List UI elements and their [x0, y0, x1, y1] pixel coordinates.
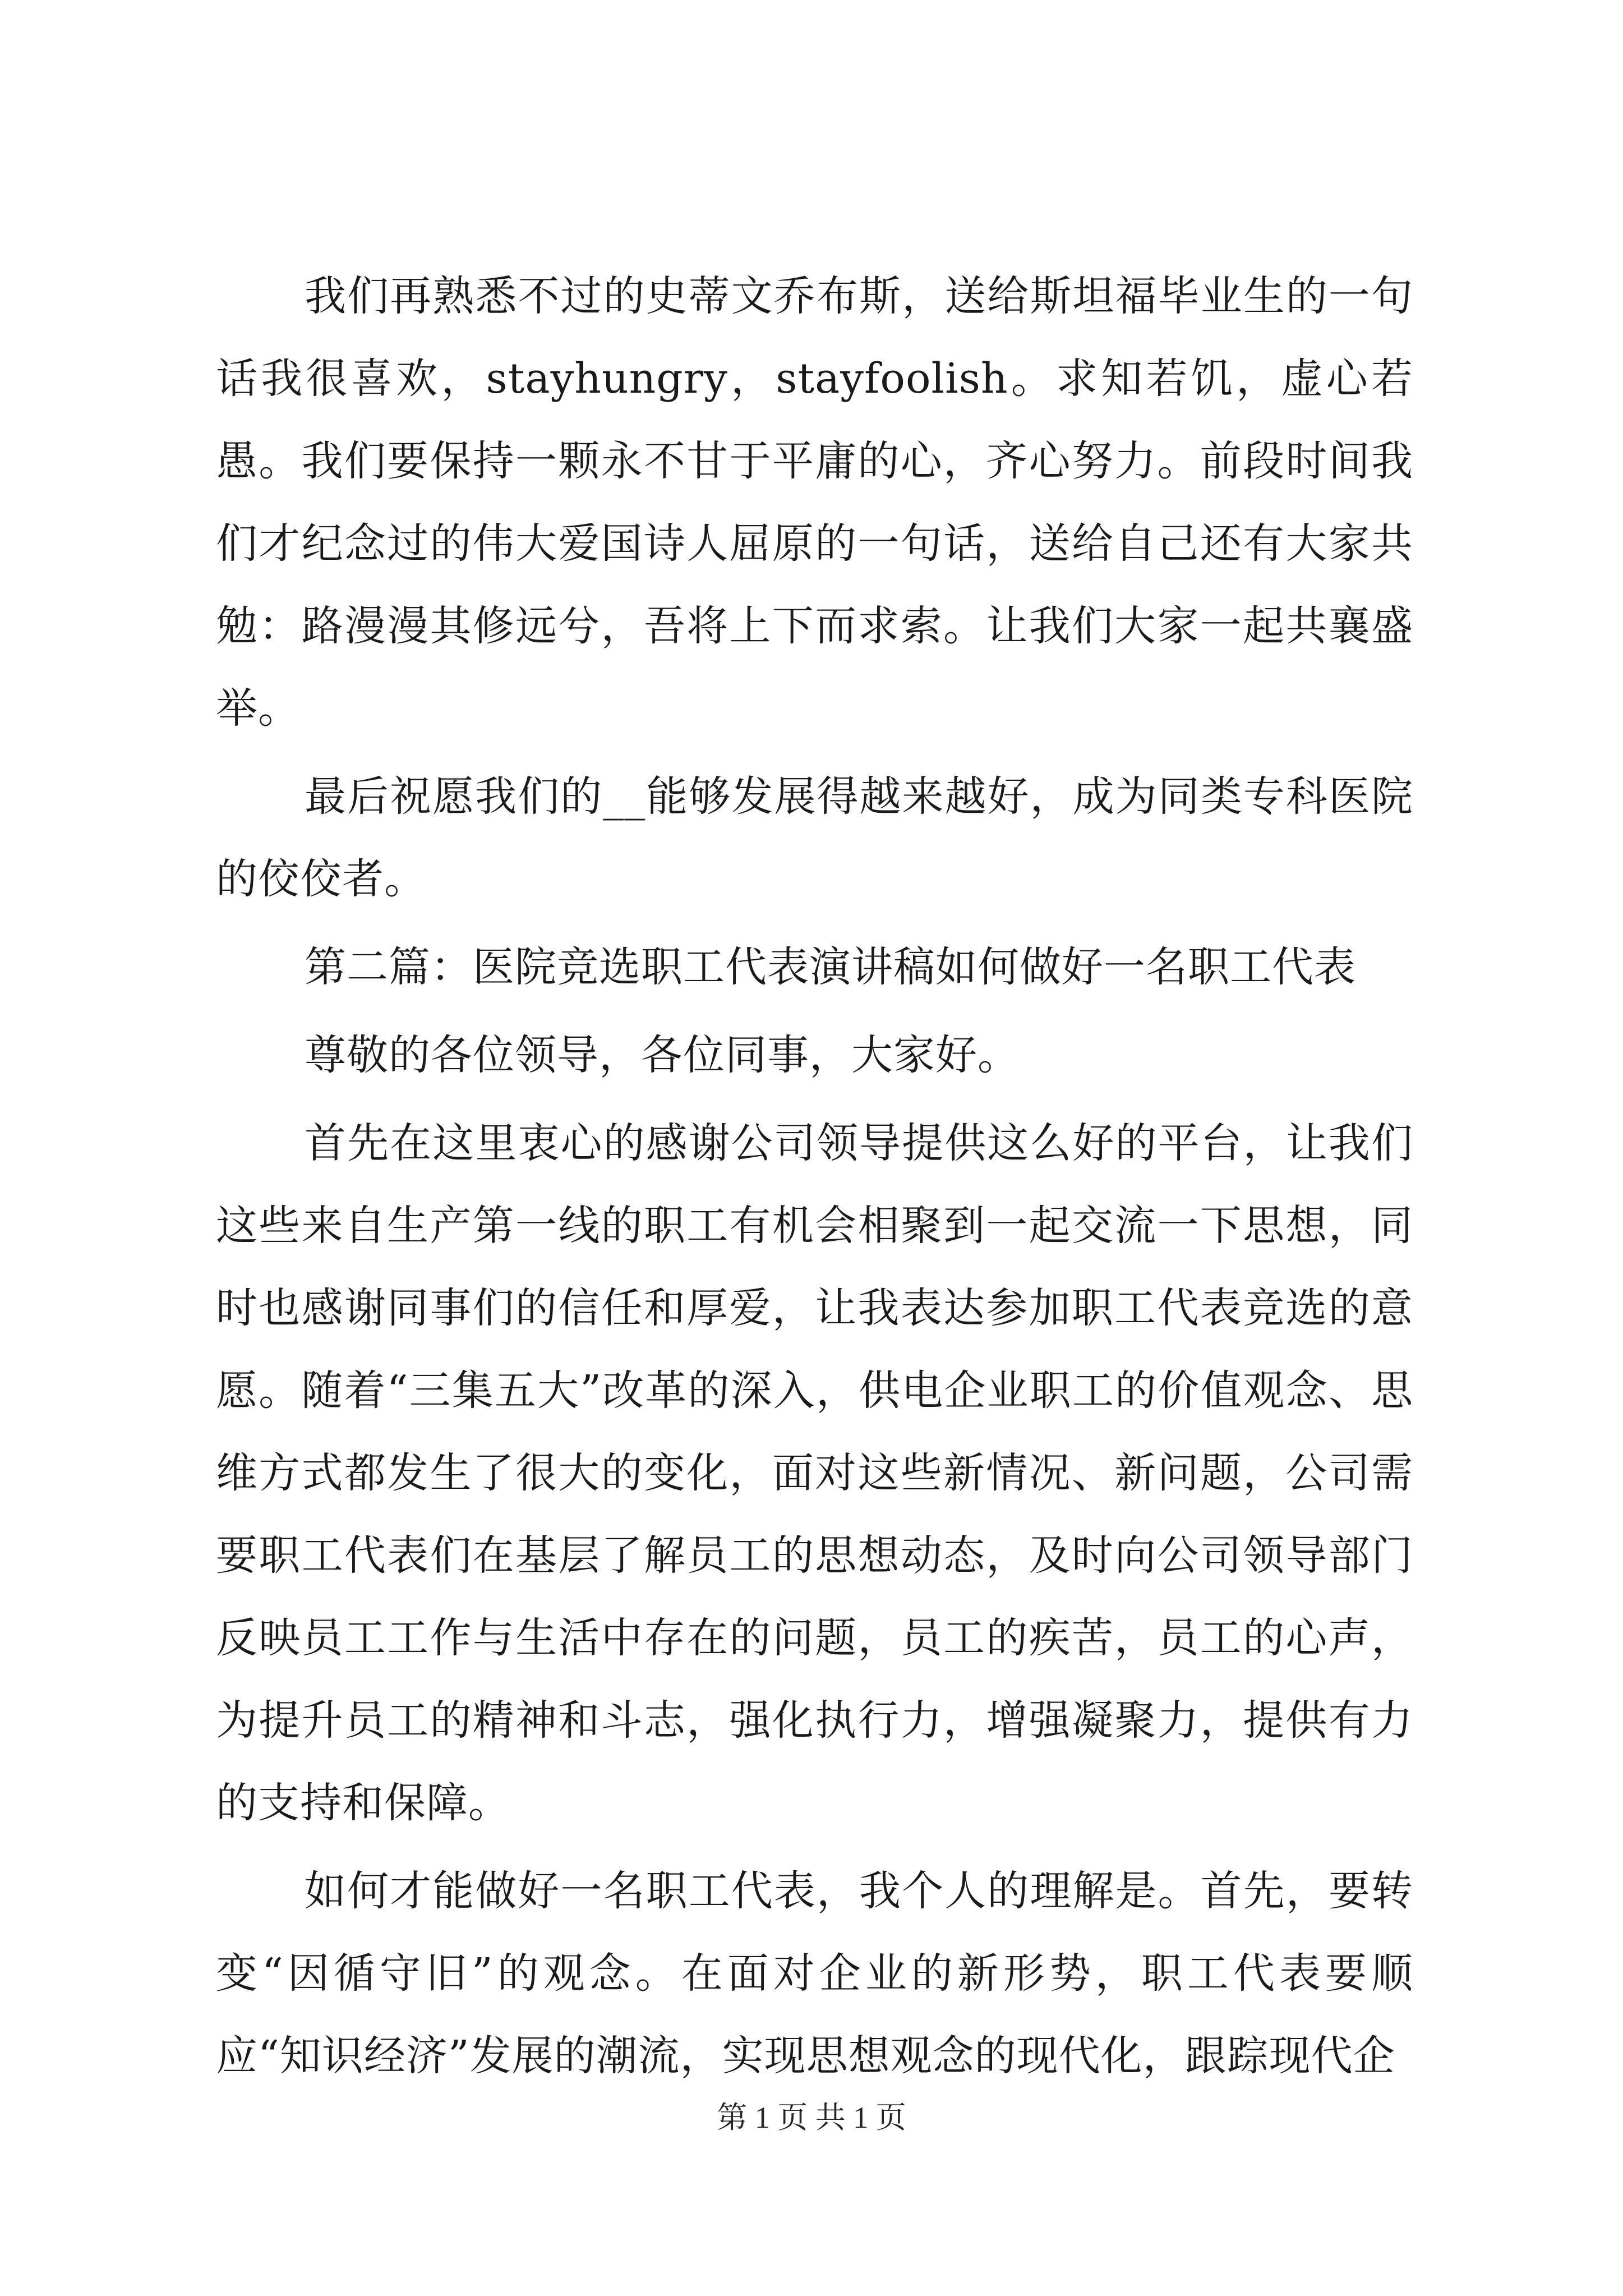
- paragraph-greeting: 尊敬的各位领导，各位同事，大家好。: [305, 1031, 1020, 1079]
- paragraph-jobs-quote: 我们再熟悉不过的史蒂文乔布斯，送给斯坦福毕业生的一句话我很喜欢，stayhungry，stayfoolish。求知若饥，虚心若愚。我们要保持一颗永不甘于平庸的心，齐心努力。前段时间我们才纪念过的伟大爱国诗人屈原的一句话，送给自己还有大家共勉：路漫漫其修远兮，吾将上下而求索。让我们大家一起共襄盛举。: [216, 272, 1413, 733]
- paragraph-closing-wish: 最后祝愿我们的__能够发展得越来越好，成为同类专科医院的佼佼者。: [216, 772, 1413, 903]
- paragraph-thanks: 首先在这里衷心的感谢公司领导提供这么好的平台，让我们这些来自生产第一线的职工有机会相聚到一起交流一下思想，同时也感谢同事们的信任和厚爱，让我表达参加职工代表竞选的意愿。随着“三集五大”改革的深入，供电企业职工的价值观念、思维方式都发生了很大的变化，面对这些新情况、新问题，公司需要职工代表们在基层了解员工的思想动态，及时向公司领导部门反映员工工作与生活中存在的问题，员工的疾苦，员工的心声，为提升员工的精神和斗志，强化执行力，增强凝聚力，提供有力的支持和保障。: [216, 1119, 1413, 1827]
- section-heading: 第二篇：医院竞选职工代表演讲稿如何做好一名职工代表: [305, 943, 1356, 991]
- document-body: [216, 255, 1413, 2103]
- paragraph-how-to: 如何才能做好一名职工代表，我个人的理解是。首先，要转变“因循守旧”的观念。在面对企业的新形势，职工代表要顺应“知识经济”发展的潮流，实现思想观念的现代化，跟踪现代企: [216, 1867, 1413, 2080]
- page-footer: 第 1 页 共 1 页: [717, 2101, 906, 2134]
